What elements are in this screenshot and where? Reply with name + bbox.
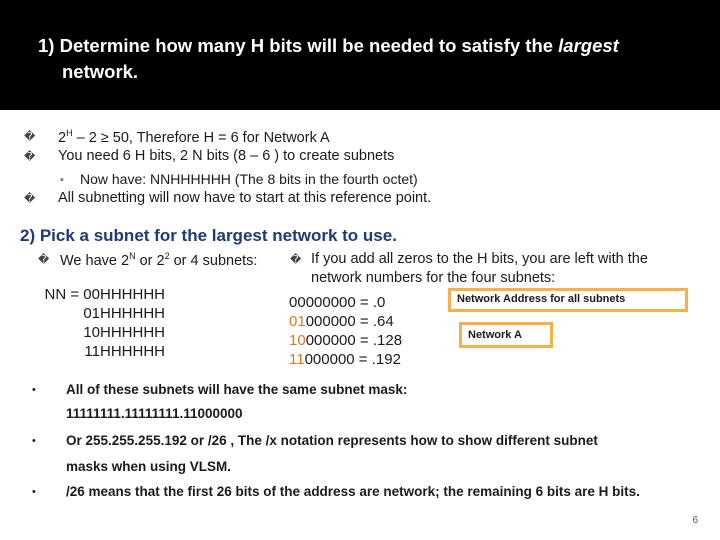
address-list	[289, 293, 402, 369]
small-bullet-icon: ▪	[60, 174, 64, 186]
dot-bullet-icon: •	[32, 486, 36, 498]
note-vlsm: masks when using VLSM.	[66, 459, 232, 474]
nn-item: 01HHHHHH	[83, 305, 165, 322]
bullet-formula: $2^H - 2 \ge 50$, Therefore H = 6 for Network A	[58, 128, 330, 146]
title-italic: largest	[558, 35, 619, 56]
note-mask-binary: 11111111.11111111.11000000	[66, 406, 243, 421]
nn-item: 11HHHHHH	[84, 343, 165, 360]
bullet-icon: �	[290, 254, 302, 266]
title-line2: network.	[62, 61, 139, 82]
address-row: 01000000 = .64	[289, 313, 394, 330]
bullet-reference: All subnetting will now have to start at this reference point.	[58, 190, 432, 206]
address-row: 00000000 = .0	[289, 294, 386, 311]
bullet-icon: �	[38, 254, 50, 266]
sub-bullet-nnhh: Now have: NNHHHHHH (The 8 bits in the fourth octet)	[80, 171, 418, 187]
note-same-mask: All of these subnets will have the same subnet mask:	[66, 382, 408, 397]
address-row: 11000000 = .192	[289, 351, 401, 368]
nn-item: 10HHHHHH	[83, 324, 165, 341]
bullet-icon: �	[24, 131, 36, 143]
nn-item: NN = 00HHHHHH	[44, 286, 165, 303]
callout-network-a: Network A	[459, 322, 553, 348]
slide-title	[38, 33, 698, 85]
address-row: 10000000 = .128	[289, 332, 403, 349]
bullet-h-bits: You need 6 H bits, 2 N bits (8 – 6 ) to create subnets	[58, 148, 395, 164]
title-line1: 1) Determine how many H bits will be needed to satisfy the	[38, 35, 559, 56]
section2-heading: 2) Pick a subnet for the largest network to use.	[20, 226, 397, 245]
dot-bullet-icon: •	[32, 384, 36, 396]
nn-list	[36, 285, 165, 361]
bullet-icon: �	[24, 151, 36, 163]
zeros-line2: network numbers for the four subnets:	[311, 270, 556, 286]
zeros-line1: If you add all zeros to the H bits, you are left with the	[311, 251, 648, 267]
slide-number: 6	[692, 515, 698, 526]
note-26-bits: /26 means that the first 26 bits of the address are network; the remaining 6 bits are H bits.	[66, 484, 640, 499]
bullet-icon: �	[24, 193, 36, 205]
subnet-count: We have $2^N$ or $2^2$ or 4 subnets:	[60, 251, 258, 269]
dot-bullet-icon: •	[32, 435, 36, 447]
callout-network-address: Network Address for all subnets	[448, 288, 688, 312]
note-slash-notation: Or 255.255.255.192 or /26 , The /x notation represents how to show different subnet	[66, 433, 598, 448]
